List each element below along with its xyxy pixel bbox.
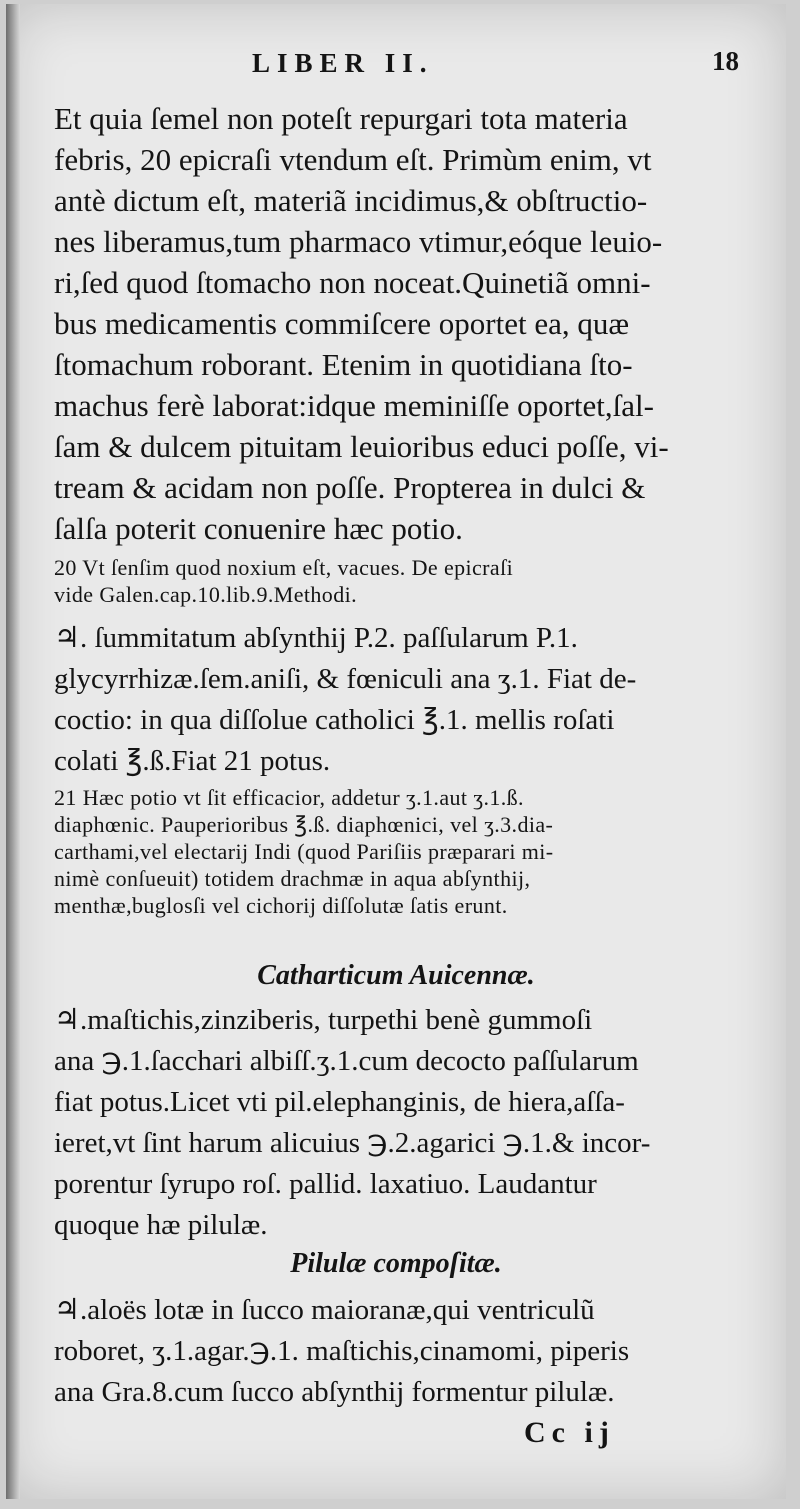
text-line: ſam & dulcem pituitam leuioribus educi poſſe, vi- — [54, 429, 669, 464]
paragraph-main — [54, 98, 749, 549]
text-line: roboret, ʒ.1.agar.℈.1. maſtichis,cinamomi, piperis — [54, 1335, 630, 1367]
text-line: Et quia ſemel non poteſt repurgari tota materia — [54, 101, 628, 136]
text-line: quoque hæ pilulæ. — [54, 1209, 268, 1241]
running-title: LIBER II. — [252, 48, 434, 78]
text-line: bus medicamentis commiſcere oportet ea, quæ — [54, 306, 630, 341]
note-line: vide Galen.cap.10.lib.9.Methodi. — [54, 582, 358, 607]
text-line: colati ℥.ß.Fiat 21 potus. — [54, 745, 331, 777]
text-line: febris, 20 epicraſi vtendum eſt. Primùm enim, vt — [54, 142, 652, 177]
note-line: diaphœnic. Pauperioribus ℥.ß. diaphœnici, vel ʒ.3.dia- — [54, 812, 554, 837]
note-line: carthami,vel electarij Indi (quod Pariſiis præparari mi- — [54, 839, 554, 864]
text-line: ana ℈.1.ſacchari albiſſ.ʒ.1.cum decocto paſſularum — [54, 1045, 639, 1077]
section-heading-pilulae: Pilulæ compoſitæ. — [290, 1248, 502, 1279]
text-line: tream & acidam non poſſe. Propterea in dulci & — [54, 470, 646, 505]
section-heading-catharticum: Catharticum Auicennæ. — [257, 960, 535, 991]
text-line: ſtomachum roborant. Etenim in quotidiana ſto- — [54, 347, 633, 382]
text-line: fiat potus.Licet vti pil.elephanginis, de hiera,aſſa- — [54, 1086, 625, 1118]
footnote-20 — [54, 554, 749, 608]
text-line: ♃.aloës lotæ in ſucco maioranæ,qui ventriculũ — [54, 1294, 595, 1326]
note-line: 21 Hæc potio vt ſit efficacior, addetur ʒ.1.aut ʒ.1.ß. — [54, 785, 524, 810]
text-line: ana Gra.8.cum ſucco abſynthij formentur pilulæ. — [54, 1376, 615, 1408]
text-line: coctio: in qua diſſolue catholici ℥.1. mellis roſati — [54, 704, 615, 736]
text-line: ri,ſed quod ſtomacho non noceat.Quinetiã omni- — [54, 265, 651, 300]
footnote-21 — [54, 784, 749, 919]
book-page — [6, 4, 786, 1499]
text-line: porentur ſyrupo roſ. pallid. laxatiuo. Laudantur — [54, 1168, 597, 1200]
note-line: 20 Vt ſenſim quod noxium eſt, vacues. De epicraſi — [54, 555, 514, 580]
recipe-potio — [54, 618, 749, 782]
note-line: nimè conſueuit) totidem drachmæ in aqua abſynthij, — [54, 866, 531, 891]
signature-mark: Cc ij — [524, 1416, 615, 1449]
note-line: menthæ,buglosſi vel cichorij diſſolutæ ſatis erunt. — [54, 893, 508, 918]
text-line: ♃. ſummitatum abſynthij P.2. paſſularum P.1. — [54, 622, 578, 654]
text-line: ieret,vt ſint harum alicuius ℈.2.agarici ℈.1.& incor- — [54, 1127, 651, 1159]
recipe-pilulae — [54, 1290, 749, 1413]
text-line: ſalſa poterit conuenire hæc potio. — [54, 511, 463, 546]
recipe-catharticum — [54, 1000, 749, 1246]
text-line: machus ferè laborat:idque meminiſſe oportet,ſal- — [54, 388, 654, 423]
page-header — [6, 48, 786, 88]
text-line: ♃.maſtichis,zinziberis, turpethi benè gummoſi — [54, 1004, 593, 1036]
text-line: glycyrrhizæ.ſem.aniſi, & fœniculi ana ʒ.1. Fiat de- — [54, 663, 637, 695]
text-line: nes liberamus,tum pharmaco vtimur,eóque leuio- — [54, 224, 663, 259]
page-number: 18 — [712, 46, 739, 76]
text-line: antè dictum eſt, materiã incidimus,& obſtructio- — [54, 183, 648, 218]
